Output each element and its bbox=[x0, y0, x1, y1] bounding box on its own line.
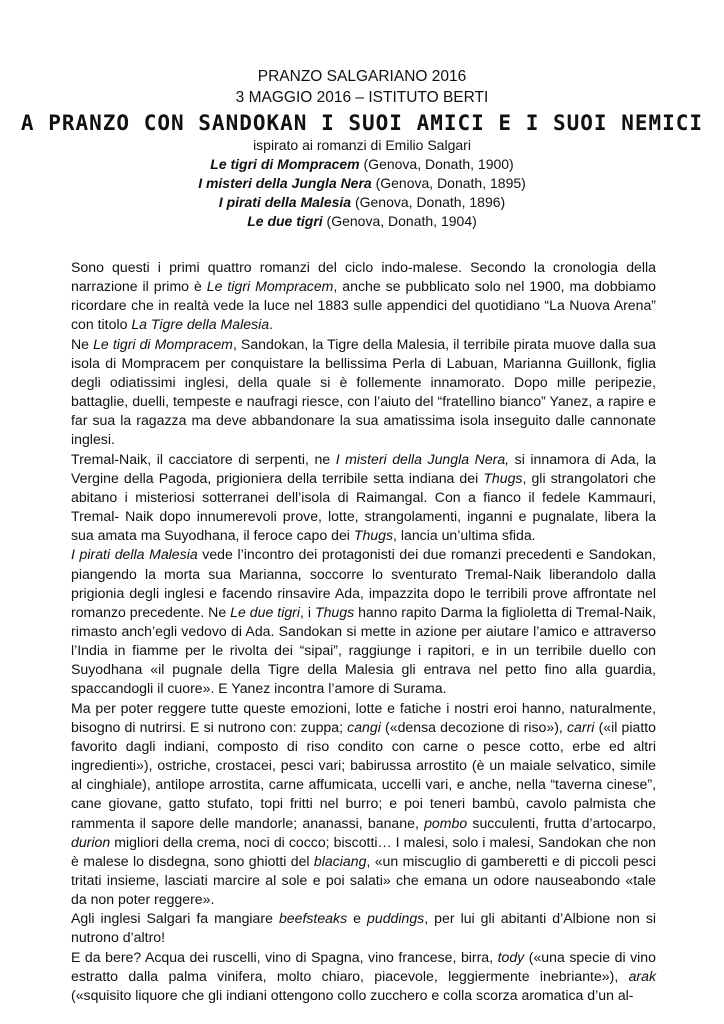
text-run: vede l’incontro dei protagonisti dei due romanzi precedenti e Sandokan, piangendo la morta sua Marianna, soccorre lo sventurato Tremal-Naik liberandolo dalla prigionia degli inglesi e facendo rinsavire Ada, impazzita dopo le terribili prove affrontate nel romanzo precedente. Ne bbox=[71, 546, 656, 620]
text-run: si innamora di Ada, la Vergine della Pagoda, prigioniera della terribile setta indiana dei bbox=[71, 450, 656, 486]
book-line bbox=[0, 174, 724, 193]
book-title: Le tigri di Mompracem bbox=[210, 156, 360, 172]
document-body bbox=[71, 258, 656, 1005]
term: arak bbox=[628, 967, 656, 984]
paragraph-english bbox=[71, 909, 656, 947]
event-date-location: 3 MAGGIO 2016 – ISTITUTO BERTI bbox=[235, 89, 489, 106]
book-title: I pirati della Malesia bbox=[218, 194, 352, 210]
text-run: e bbox=[347, 910, 368, 927]
book-title: I misteri della Jungla Nera bbox=[198, 175, 372, 191]
term: tody bbox=[497, 948, 525, 965]
text-run: , lancia un’ultima sfida. bbox=[393, 527, 536, 544]
book-reference: Le tigri di Mompracem bbox=[93, 335, 233, 352]
term: beefsteaks bbox=[278, 910, 348, 927]
main-title: A PRANZO CON SANDOKAN I SUOI AMICI E I SUOI NEMICI bbox=[20, 111, 704, 135]
book-info: (Genova, Donath, 1895) bbox=[371, 175, 526, 191]
text-run: hanno rapito Darma la figlioletta di Tremal-Naik, rimasto anch’egli vedovo di Ada. Sandokan si mette in azione per aiutare l’amico e attraverso l’India in fiamme per le rivolta dei “sipai”, raggiunge i rapitori, e in un terribile duello con Suyodhana «il pugnale della Tigre della Malesia gli entrava nel petto fino alla guardia, spaccandogli il cuore». E Yanez incontra l’amore di Surama. bbox=[71, 603, 657, 697]
book-reference: I pirati della Malesia bbox=[71, 546, 198, 563]
text-run: Tremal-Naik, il cacciatore di serpenti, ne bbox=[71, 450, 336, 467]
text-run: («squisito liquore che gli indiani ottengono collo zucchero e colla scorza aromatica d’un al- bbox=[71, 986, 634, 1003]
paragraph-food bbox=[71, 699, 656, 910]
paragraph-intro bbox=[71, 258, 656, 335]
book-reference: Le due tigri bbox=[230, 603, 300, 620]
text-run: migliori della crema, noci di cocco; biscotti… I malesi, solo i malesi, Sandokan che non è malese lo disdegna, sono ghiotti del bbox=[71, 833, 656, 869]
text-run: E da bere? Acqua dei ruscelli, vino di Spagna, vino francese, birra, bbox=[71, 948, 498, 965]
text-run: , i bbox=[300, 603, 315, 620]
event-title: PRANZO SALGARIANO 2016 bbox=[257, 68, 467, 85]
text-run: Agli inglesi Salgari fa mangiare bbox=[71, 910, 279, 927]
term: carri bbox=[567, 718, 595, 735]
text-run: , gli strangolatori che abitano i misteriosi sotterranei dell’isola di Raimangal. Con a fianco il fedele Kammauri, Tremal- Naik dopo innumerevoli prove, lotte, strangolamenti, inganni e pugnalate, libera la sua amata ma Suyodhana, il feroce capo dei bbox=[71, 469, 656, 544]
book-line bbox=[0, 212, 724, 231]
book-info: (Genova, Donath, 1900) bbox=[359, 156, 514, 172]
term: Thugs bbox=[353, 527, 394, 544]
book-line bbox=[0, 155, 724, 174]
document-header bbox=[0, 66, 724, 231]
book-info: (Genova, Donath, 1896) bbox=[351, 194, 506, 210]
book-title: Le due tigri bbox=[247, 213, 323, 229]
text-run: , Sandokan, la Tigre della Malesia, il terribile pirata muove dalla sua isola di Mompracem per conquistare la bellissima Perla di Labuan, Marianna Guillonk, figlia degli odiatissimi inglesi, della quale si è follemente innamorato. Dopo mille peripezie, battaglie, duelli, tempeste e naufragi riesce, con l’aiuto del “fratellino bianco” Yanez, a rapire e far sua la ragazza ma deve abbandonare la sua amatissima isola inseguito dalle cannonate inglesi. bbox=[71, 335, 656, 448]
term: pombo bbox=[424, 814, 468, 831]
text-run: Sono questi i primi quattro romanzi del ciclo indo-malese. Secondo la cronologia della narrazione il primo è bbox=[71, 259, 656, 295]
text-run: («densa decozione di riso»), bbox=[380, 718, 567, 735]
paragraph-pirati bbox=[71, 545, 656, 698]
book-reference: Le tigri Mompracem bbox=[206, 278, 334, 295]
term: blaciang bbox=[313, 852, 367, 869]
book-reference: I misteri della Jungla Nera, bbox=[335, 450, 510, 467]
text-run: («il piatto favorito dagli indiani, composto di riso condito con carne o pesce cotto, erbe ed altri ingredienti»), ostriche, crostacei, pesci vari; babirussa arrostito (è un maiale selvatico, simile al cinghiale), antilope arrostita, carne affumicata, uccelli vari, e anche, nella “taverna cinese”, cane giovane, gatto stufato, topi fritti nel burro; e poi teneri bambù, cavolo palmista che rammenta il sapore delle mandorle; ananassi, banane, bbox=[71, 718, 656, 831]
text-run: , «un miscuglio di gamberetti e di piccoli pesci tritati insieme, lasciati marcire al sole e poi salati» che emana un odore nauseabondo «tale da non poter reggere». bbox=[71, 852, 656, 908]
paragraph-tigri bbox=[71, 335, 656, 450]
paragraph-misteri bbox=[71, 450, 656, 546]
paragraph-drinks bbox=[71, 948, 656, 1005]
text-run: succulenti, frutta d’artocarpo, bbox=[467, 814, 656, 831]
book-line bbox=[0, 193, 724, 212]
term: durion bbox=[71, 833, 111, 850]
term: cangi bbox=[347, 718, 381, 735]
book-info: (Genova, Donath, 1904) bbox=[322, 213, 477, 229]
text-run: Ma per poter reggere tutte queste emozioni, lotte e fatiche i nostri eroi hanno, naturalmente, bisogno di nutrirsi. E si nutrono con: zuppa; bbox=[71, 699, 656, 735]
inspired-by-line: ispirato ai romanzi di Emilio Salgari bbox=[253, 137, 471, 153]
term: Thugs bbox=[314, 603, 355, 620]
text-run: , per lui gli abitanti d’Albione non si nutrono d’altro! bbox=[71, 910, 656, 946]
book-reference: La Tigre della Malesia bbox=[131, 316, 270, 333]
text-run: , anche se pubblicato solo nel 1900, ma dobbiamo ricordare che in realtà vede la luce nel 1883 sulle appendici del quotidiano “La Nuova Arena” con titolo bbox=[71, 278, 656, 333]
text-run: . bbox=[269, 316, 274, 333]
text-run: («una specie di vino estratto dalla palma vinifera, molto chiaro, piacevole, leggiermente inebriante»), bbox=[71, 948, 656, 984]
term: Thugs bbox=[483, 469, 523, 486]
term: puddings bbox=[367, 910, 425, 927]
text-run: Ne bbox=[71, 335, 94, 352]
